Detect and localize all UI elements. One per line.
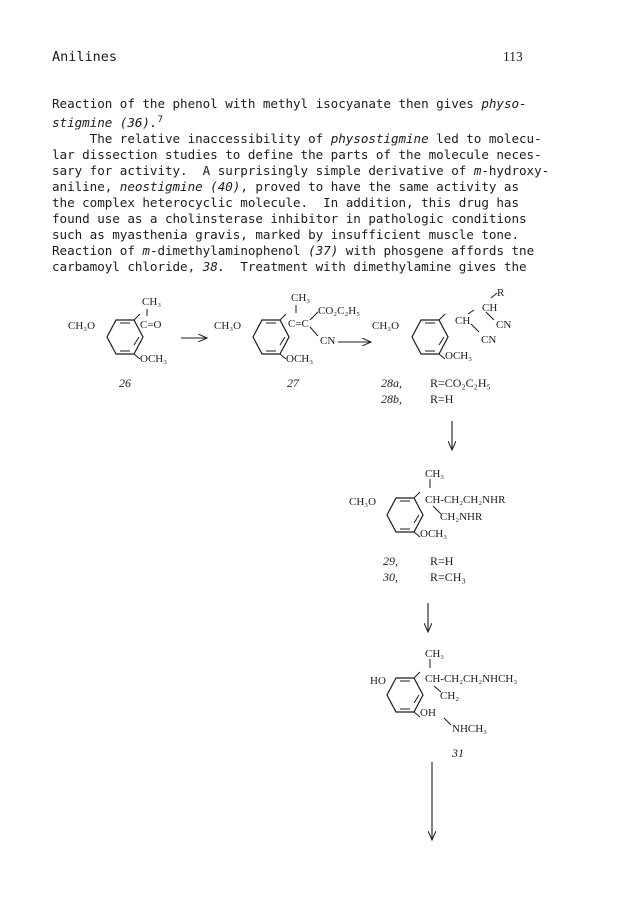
methyl-group: CH₃ bbox=[142, 296, 162, 308]
compound-27 bbox=[214, 292, 360, 390]
compound-31 bbox=[370, 648, 517, 760]
compound-label: 30, bbox=[383, 570, 398, 584]
text-span: The relative inaccessibility of bbox=[52, 131, 331, 147]
text-span: , proved to have the same activity as bbox=[240, 179, 519, 195]
italic-span: physo- bbox=[481, 96, 527, 111]
text-line: such as myasthenia gravis, marked by insufficient muscle tone. bbox=[52, 227, 519, 243]
methyl-group: CH₃ bbox=[425, 468, 445, 480]
methylamino-group: NHCH₃ bbox=[452, 723, 488, 735]
ring-double-bonds bbox=[266, 323, 285, 351]
italic-span: (37) bbox=[308, 243, 339, 259]
substituent-definition: R=H bbox=[430, 392, 454, 406]
carbonyl-group: C=O bbox=[140, 319, 162, 331]
amine-side-chain: CH-CH₂CH₂NHR bbox=[425, 494, 506, 506]
text-line: found use as a cholinsterase inhibitor in pathologic conditions bbox=[52, 211, 527, 227]
benzene-ring bbox=[412, 320, 448, 354]
italic-span: m bbox=[142, 243, 150, 259]
hydroxyl-group: HO bbox=[370, 675, 386, 687]
text-span: Reaction of bbox=[52, 243, 143, 259]
benzene-ring bbox=[387, 678, 423, 712]
methylene-group: CH₂ bbox=[440, 690, 460, 702]
alkene-group: C=C bbox=[288, 318, 309, 330]
substituent-definition: R=CH₃ bbox=[430, 570, 466, 584]
substituent-definition: R=CO₂C₂H₅ bbox=[430, 376, 491, 390]
italic-span: 38. bbox=[202, 259, 226, 275]
r-group: R bbox=[497, 287, 505, 299]
methoxy-group: CH₃O bbox=[372, 320, 400, 332]
text-span: with phosgene affords tne bbox=[338, 243, 535, 259]
compound-26 bbox=[68, 296, 167, 390]
running-header: Anilines bbox=[52, 49, 118, 65]
italic-span: neostigmine (40) bbox=[119, 179, 241, 195]
text-span: sary for activity. A surprisingly simple derivative of bbox=[52, 163, 474, 179]
methoxy-group: CH₃O bbox=[68, 320, 96, 332]
italic-span: stigmine (36). bbox=[52, 115, 158, 131]
methyl-group: CH₃ bbox=[425, 648, 445, 660]
compound-label: 29, bbox=[383, 554, 398, 568]
methoxy-group: OCH₃ bbox=[420, 528, 448, 540]
compound-29-30 bbox=[349, 468, 506, 584]
nitrile-group: CN bbox=[320, 335, 336, 347]
text-span: -dimethylaminophenol bbox=[149, 243, 309, 259]
methoxy-group: OCH₃ bbox=[445, 350, 473, 362]
hydroxyl-group: OH bbox=[420, 707, 436, 719]
aminomethyl-group: CH₂NHR bbox=[440, 511, 483, 523]
methoxy-group: OCH₃ bbox=[140, 353, 168, 365]
compound-label: 26 bbox=[119, 376, 131, 390]
amine-side-chain: CH-CH₂CH₂NHCH₃ bbox=[425, 673, 518, 685]
text-span: led to molecu- bbox=[428, 131, 542, 147]
text-span: Treatment with dimethylamine gives the bbox=[225, 259, 527, 275]
methoxy-group: CH₃O bbox=[349, 496, 377, 508]
text-span: Reaction of the phenol with methyl isocyanate then gives bbox=[52, 96, 482, 111]
text-line: the complex heterocyclic molecule. In addition, this drug has bbox=[52, 195, 519, 211]
text-line: lar dissection studies to define the parts of the molecule neces- bbox=[52, 147, 542, 163]
methine-group: CH bbox=[482, 302, 498, 314]
text-span: -hydroxy- bbox=[481, 163, 550, 179]
nitrile-group: CN bbox=[496, 319, 512, 331]
compound-28 bbox=[372, 287, 511, 406]
italic-span: physostigmine bbox=[330, 131, 429, 147]
substituent-definition: R=H bbox=[430, 554, 454, 568]
compound-label: 28b, bbox=[381, 392, 402, 406]
text-span: aniline, bbox=[52, 179, 120, 195]
compound-label: 28a, bbox=[381, 376, 402, 390]
benzene-ring bbox=[253, 320, 289, 354]
ring-double-bonds bbox=[425, 323, 444, 351]
italic-span: m bbox=[473, 163, 482, 179]
methoxy-group: OCH₃ bbox=[286, 353, 314, 365]
page-number: 113 bbox=[503, 49, 523, 64]
footnote-ref: 7 bbox=[157, 115, 163, 125]
compound-label: 27 bbox=[287, 376, 299, 390]
benzene-ring bbox=[387, 498, 423, 532]
nitrile-group: CN bbox=[481, 334, 497, 346]
text-span: carbamoyl chloride, bbox=[52, 259, 203, 275]
methyl-group: CH₃ bbox=[291, 292, 311, 304]
methoxy-group: CH₃O bbox=[214, 320, 242, 332]
ring-double-bonds bbox=[120, 323, 139, 351]
ester-group: CO₂C₂H₅ bbox=[318, 305, 361, 317]
methine-group: CH bbox=[455, 315, 471, 327]
benzene-ring bbox=[107, 320, 143, 354]
compound-label: 31 bbox=[452, 746, 464, 760]
